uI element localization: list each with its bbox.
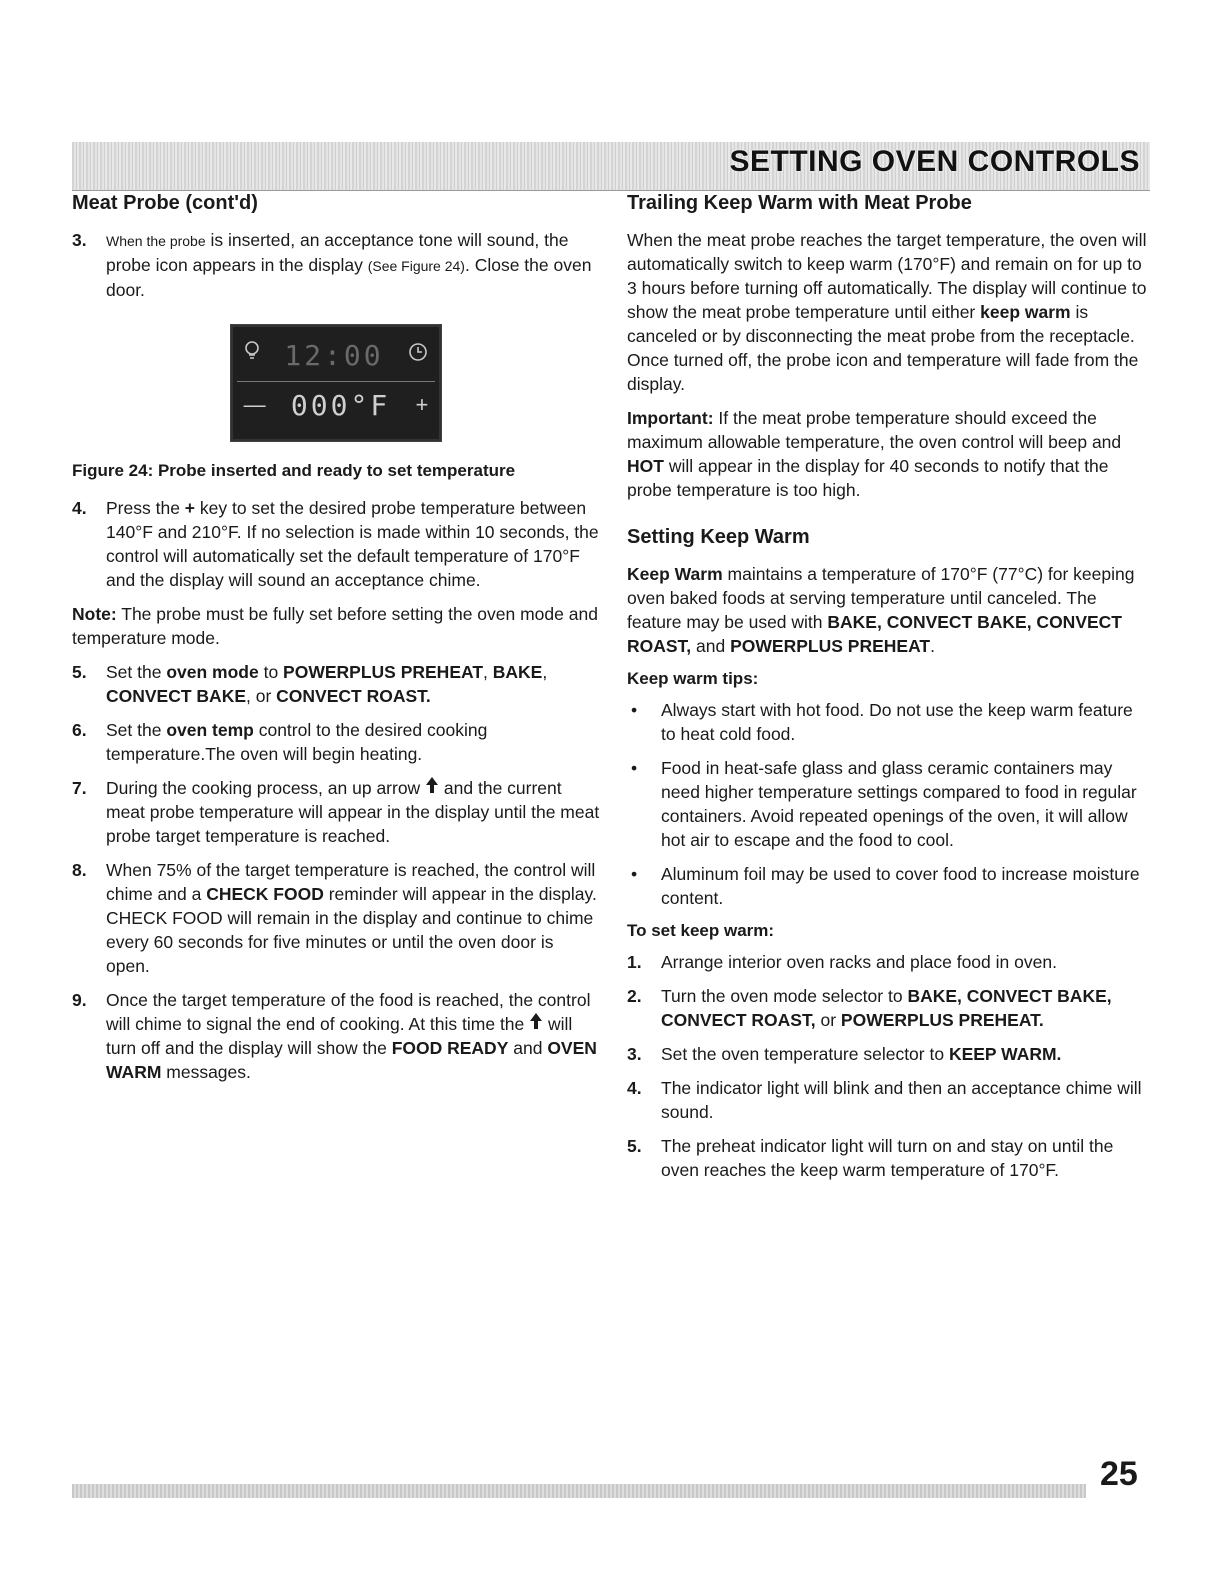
- list-item: • Aluminum foil may be used to cover food to increase moisture content.: [631, 864, 1140, 909]
- meat-probe-heading: Meat Probe (cont'd): [72, 192, 258, 214]
- right-column: [627, 190, 1147, 1192]
- note-paragraph: Note: The probe must be fully set before setting the oven mode and temperature mode.: [72, 604, 598, 649]
- keep-warm-tips-list: [627, 698, 1147, 910]
- set-step-1: 1. Arrange interior oven racks and place food in oven.: [627, 952, 1057, 973]
- section-header-band: [72, 142, 1150, 191]
- set-keep-warm-steps: [627, 950, 1147, 1182]
- figure-caption: Figure 24: Probe inserted and ready to set temperature: [72, 461, 516, 480]
- probe-steps-b: [72, 496, 600, 592]
- step-4: 4. Press the + key to set the desired probe temperature between 140°F and 210°F. If no selection is made within 10 seconds, the control will automatically set the default temperature of 170°F and the display will sound an acceptance chime.: [72, 498, 599, 591]
- display-row-top: [231, 335, 441, 375]
- probe-steps-c: [72, 660, 600, 1084]
- step-3: 3. When the probe is inserted, an acceptance tone will sound, the probe icon appears in the display (See Figure 24). Close the oven door.: [72, 230, 592, 300]
- step-5: 5. Set the oven mode to POWERPLUS PREHEAT, BAKE, CONVECT BAKE, or CONVECT ROAST.: [72, 662, 548, 707]
- section-title: SETTING OVEN CONTROLS: [729, 145, 1140, 178]
- footer-band: [72, 1484, 1086, 1498]
- step-7: 7. During the cooking process, an up arrow and the current meat probe temperature will appear in the display until the meat probe target temperature is reached.: [72, 778, 600, 847]
- light-bulb-icon: [243, 340, 261, 370]
- set-step-3: 3. Set the oven temperature selector to KEEP WARM.: [627, 1044, 1062, 1065]
- plus-key: +: [415, 392, 429, 417]
- set-step-5: 5. The preheat indicator light will turn on and stay on until the oven reaches the keep warm temperature of 170°F.: [627, 1136, 1114, 1181]
- step-8: 8. When 75% of the target temperature is reached, the control will chime and a CHECK FOOD reminder will appear in the display. CHECK FOOD will remain in the display and continue to chime every 60 seconds for five minutes or until the oven door is open.: [72, 860, 597, 977]
- trailing-keep-warm-paragraph: When the meat probe reaches the target temperature, the oven will automatically switch to keep warm (170°F) and remain on for up to 3 hours before turning off automatically. The display will continue to show the meat probe temperature until either keep warm is canceled or by disconnecting the meat probe from the receptacle. Once turned off, the probe icon and temperature will fade from the display.: [627, 230, 1147, 394]
- setting-keep-warm-heading: Setting Keep Warm: [627, 526, 810, 548]
- display-divider: [237, 381, 435, 382]
- clock-digits: 12:00: [284, 338, 384, 372]
- step-6: 6. Set the oven temp control to the desired cooking temperature.The oven will begin heating.: [72, 720, 488, 765]
- figure-24: [230, 324, 442, 442]
- set-step-2: 2. Turn the oven mode selector to BAKE, CONVECT BAKE, CONVECT ROAST, or POWERPLUS PREHEAT.: [627, 986, 1112, 1031]
- oven-display: [230, 324, 442, 442]
- up-arrow-icon: [529, 1012, 543, 1036]
- probe-steps-a: [72, 228, 600, 302]
- probe-temp-digits: 000°F: [290, 388, 391, 422]
- important-paragraph: Important: If the meat probe temperature should exceed the maximum allowable temperature, the oven control will beep and HOT will appear in the display for 40 seconds to notify that the probe temperature is too high.: [627, 408, 1122, 500]
- keep-warm-tips-heading: Keep warm tips:: [627, 669, 759, 688]
- list-item: • Always start with hot food. Do not use the keep warm feature to heat cold food.: [631, 700, 1133, 745]
- set-keep-warm-heading: To set keep warm:: [627, 921, 775, 941]
- list-item: • Food in heat-safe glass and glass ceramic containers may need higher temperature settings compared to food in regular containers. Avoid repeated openings of the oven, it will allow hot air to escape and the food to cool.: [631, 758, 1137, 851]
- keep-warm-paragraph: Keep Warm maintains a temperature of 170°F (77°C) for keeping oven baked foods at serving temperature until canceled. The feature may be used with BAKE, CONVECT BAKE, CONVECT ROAST, and POWERPLUS PREHEAT.: [627, 564, 1135, 656]
- page-number: 25: [1100, 1455, 1138, 1493]
- set-step-4: 4. The indicator light will blink and then an acceptance chime will sound.: [627, 1078, 1142, 1123]
- up-arrow-icon: [425, 776, 439, 800]
- display-row-bottom: [231, 385, 441, 425]
- left-column: [72, 190, 600, 1094]
- trailing-keep-warm-heading: Trailing Keep Warm with Meat Probe: [627, 192, 972, 214]
- timer-icon: [407, 341, 429, 369]
- minus-key: —: [243, 392, 266, 417]
- step-9: 9. Once the target temperature of the food is reached, the control will chime to signal the end of cooking. At this time the will turn off and the display will show the FOOD READY and OVEN WARM messages.: [72, 990, 597, 1083]
